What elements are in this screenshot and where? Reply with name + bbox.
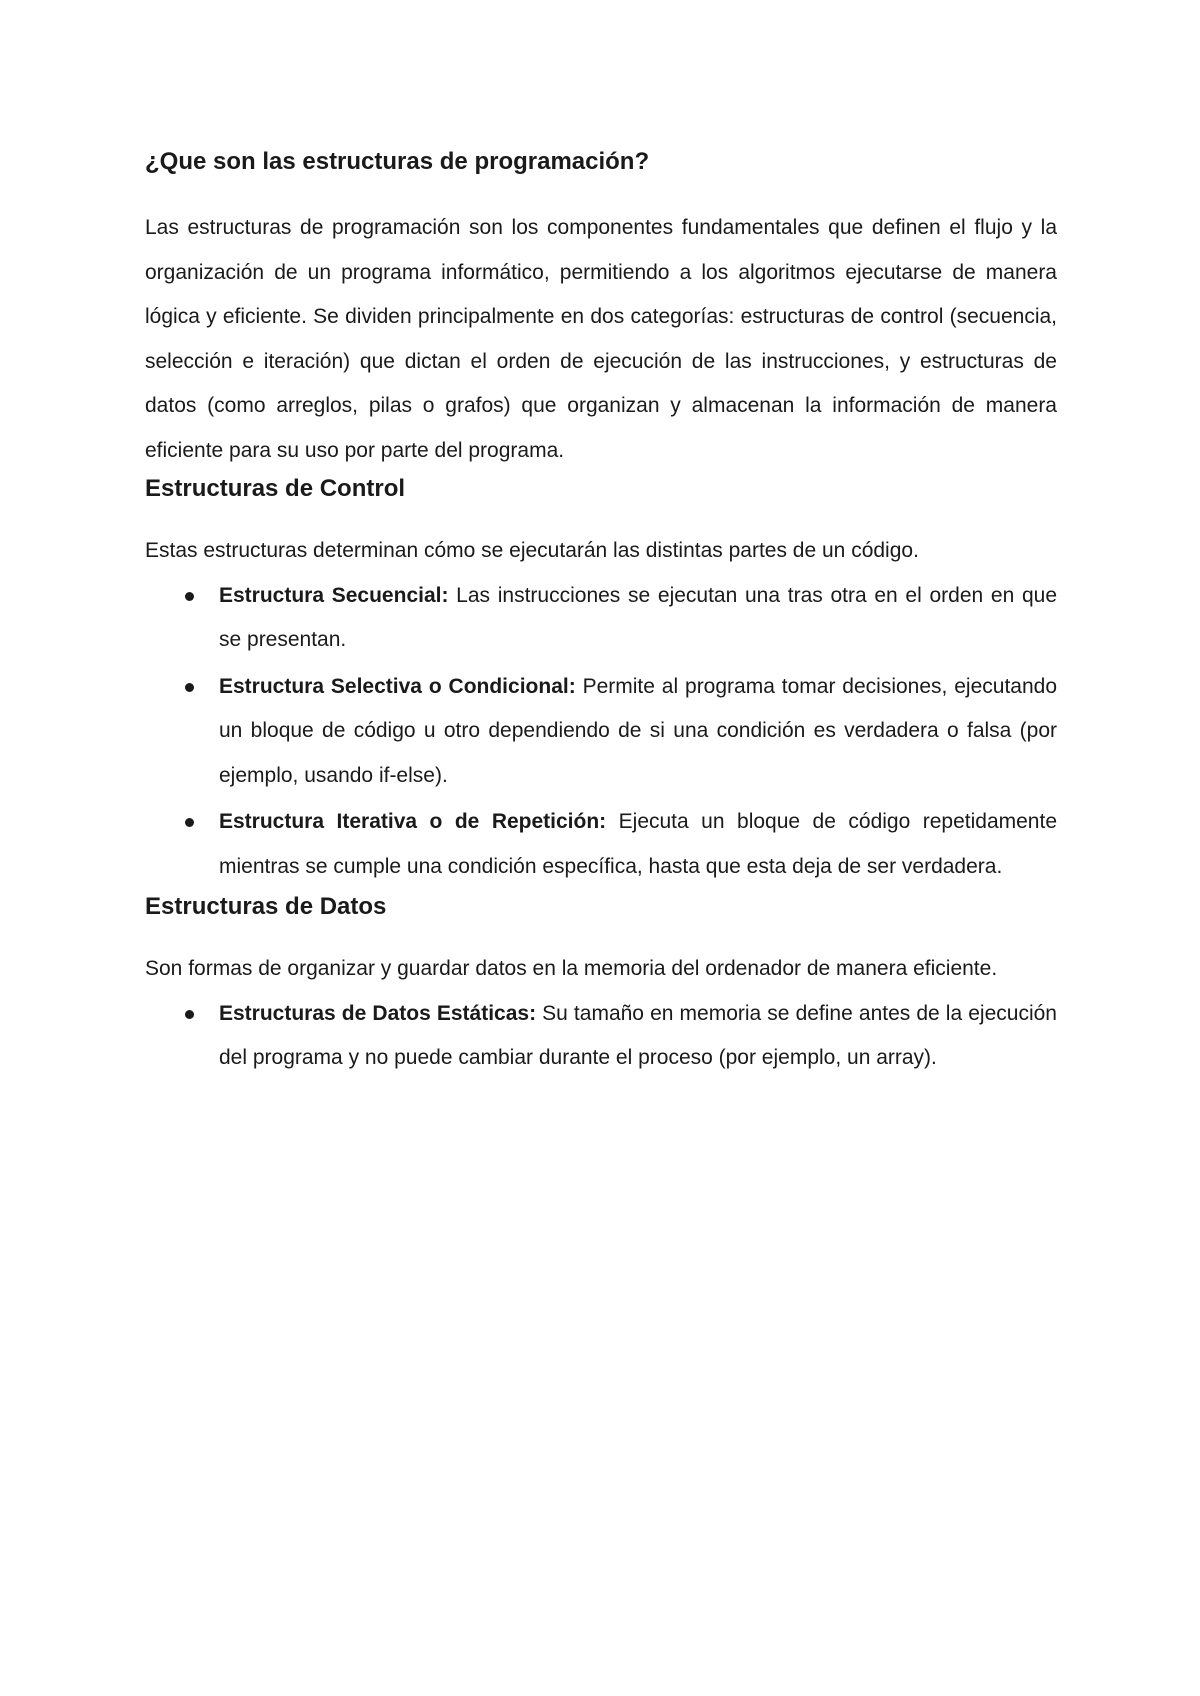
list-item-text: Ejecuta un bloque de código repetidamente mientras se cumple una condición específica, hasta que esta deja de ser verdadera.	[219, 810, 1058, 878]
list-item	[145, 574, 1057, 663]
list-item	[145, 665, 1057, 799]
list-item-term: Estructura Secuencial:	[219, 583, 449, 607]
list-item	[145, 800, 1057, 889]
data-structures-lead-paragraph: Son formas de organizar y guardar datos en la memoria del ordenador de manera eficiente.	[145, 957, 998, 980]
page-title: ¿Que son las estructuras de programación?	[145, 148, 650, 175]
bullet-icon	[185, 683, 194, 692]
document-page	[145, 146, 1057, 1083]
list-item-text: Su tamaño en memoria se define antes de la ejecución del programa y no puede cambiar durante el proceso (por ejemplo, un array).	[219, 1001, 1057, 1069]
list-item-term: Estructura Iterativa o de Repetición:	[219, 810, 607, 833]
list-item-term: Estructura Selectiva o Condicional:	[219, 674, 576, 698]
control-list	[145, 574, 1057, 890]
data-structures-list	[145, 992, 1057, 1081]
bullet-icon	[185, 592, 194, 601]
list-item-text: Las instrucciones se ejecutan una tras otra en el orden en que se presentan.	[219, 583, 1057, 651]
bullet-icon	[185, 1010, 194, 1019]
data-structures-heading: Estructuras de Datos	[145, 893, 387, 920]
control-heading: Estructuras de Control	[145, 475, 406, 502]
control-lead-paragraph: Estas estructuras determinan cómo se ejecutarán las distintas partes de un código.	[145, 539, 919, 562]
list-item	[145, 992, 1057, 1081]
list-item-term: Estructuras de Datos Estáticas:	[219, 1001, 537, 1025]
bullet-icon	[185, 818, 194, 827]
list-item-text: Permite al programa tomar decisiones, ejecutando un bloque de código u otro dependiendo de si una condición es verdadera o falsa (por ejemplo, usando if-else).	[219, 674, 1057, 787]
intro-paragraph: Las estructuras de programación son los componentes fundamentales que definen el flujo y la organización de un programa informático, permitiendo a los algoritmos ejecutarse de manera lógica y eficiente. Se dividen principalmente en dos categorías: estructuras de control (secuencia, selección e iteración) que dictan el orden de ejecución de las instrucciones, y estructuras de datos (como arreglos, pilas o grafos) que organizan y almacenan la información de manera eficiente para su uso por parte del programa.	[145, 216, 1057, 462]
